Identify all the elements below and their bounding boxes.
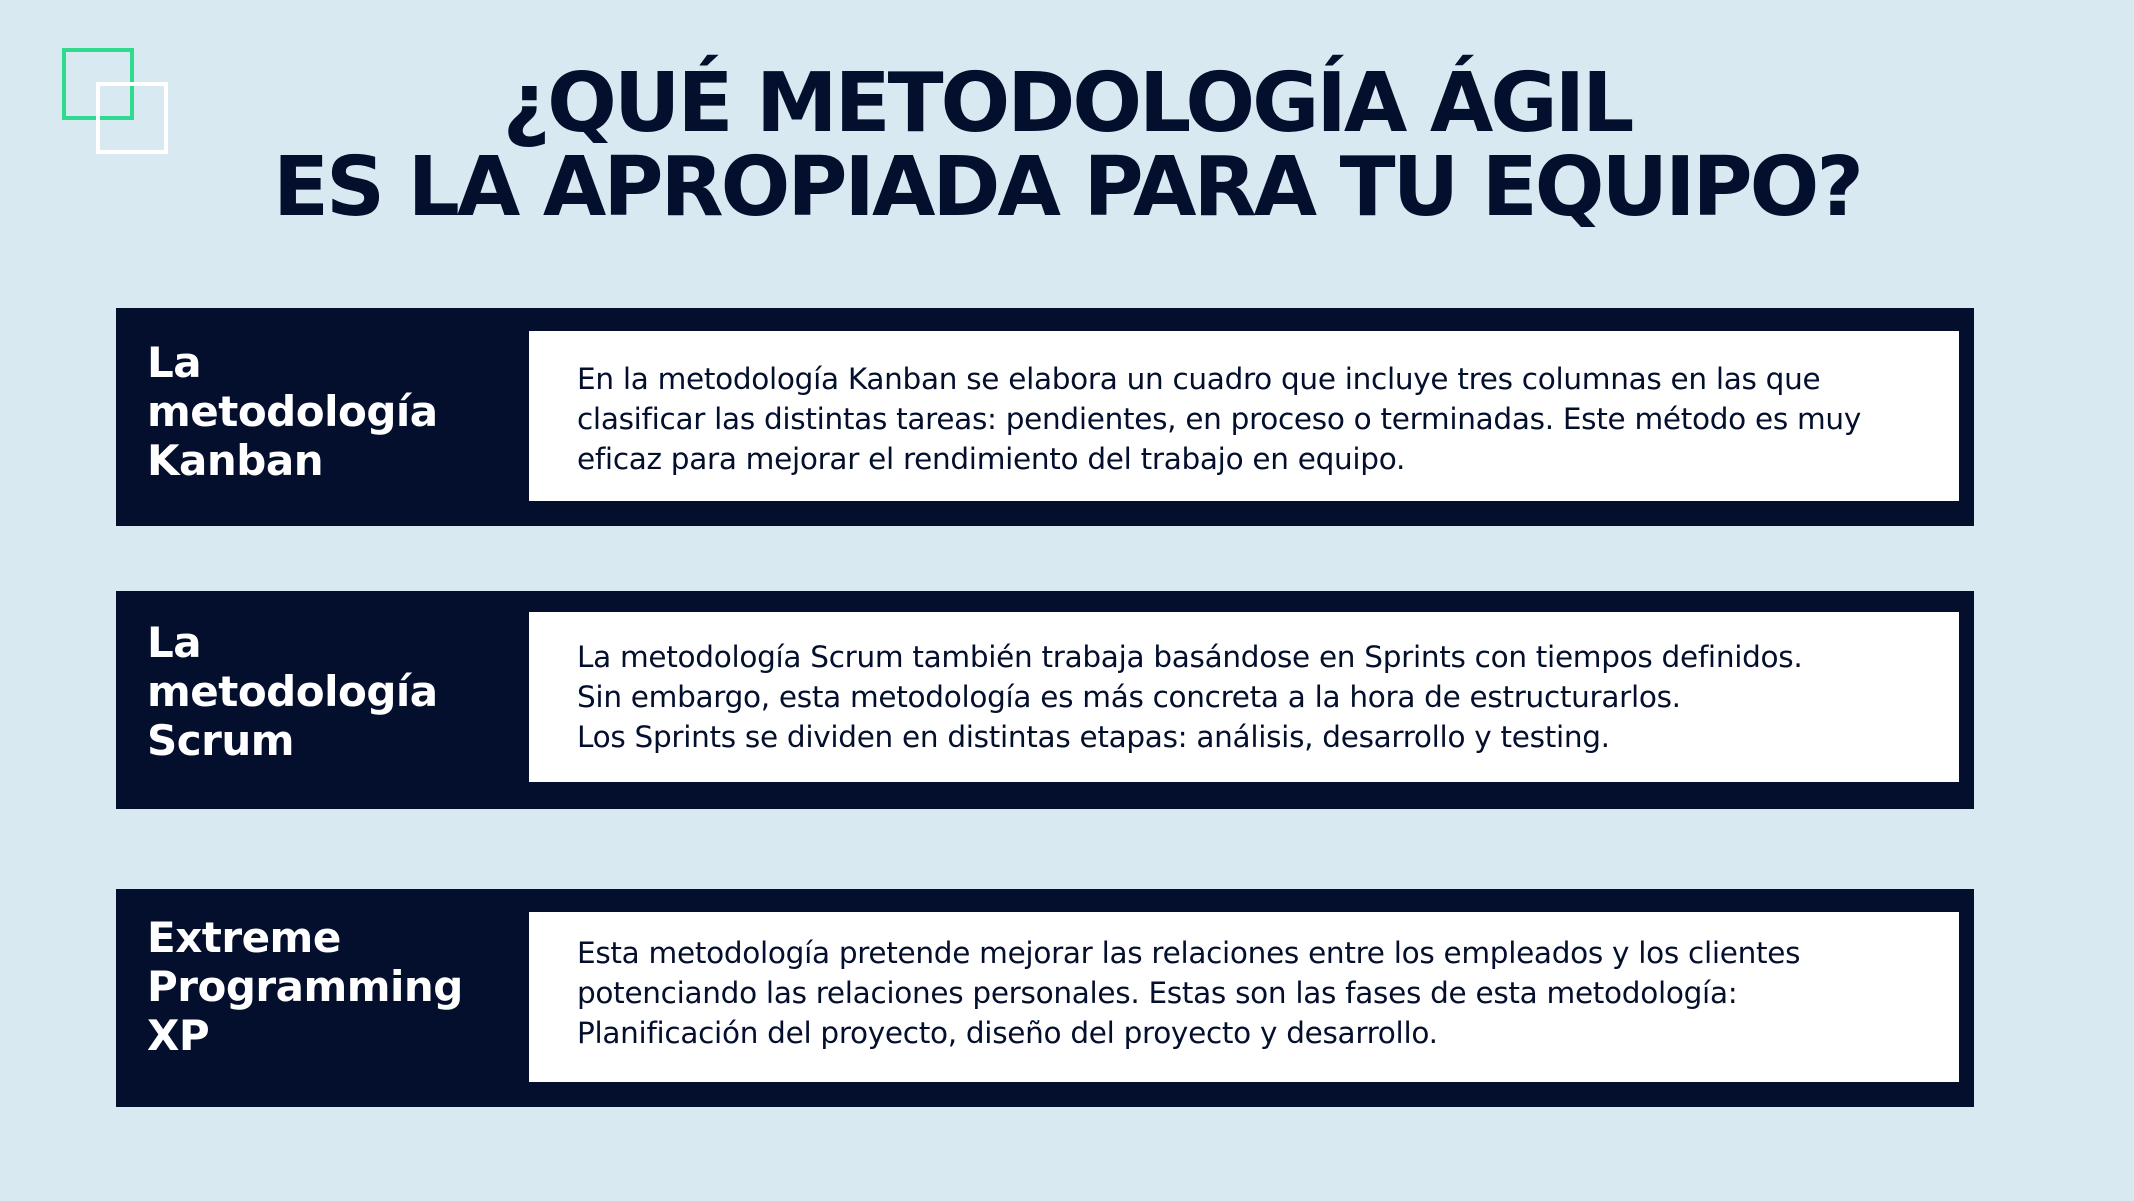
card-scrum-description xyxy=(529,612,1959,782)
card-kanban-description xyxy=(529,331,1959,501)
page-title-line-1: ¿QUÉ METODOLOGÍA ÁGIL xyxy=(502,56,1632,151)
card-xp-text-line-1: Esta metodología pretende mejorar las relaciones entre los empleados y los clientes xyxy=(577,936,1801,970)
card-kanban xyxy=(116,308,1974,526)
card-xp-text-line-3: Planificación del proyecto, diseño del proyecto y desarrollo. xyxy=(577,1016,1438,1050)
card-scrum xyxy=(116,591,1974,809)
card-kanban-label-line-1: La metodología xyxy=(147,338,438,436)
card-kanban-text-line-2: clasificar las distintas tareas: pendientes, en proceso o terminadas. Este método es muy xyxy=(577,402,1861,436)
card-xp-label xyxy=(147,913,497,1060)
card-kanban-text-line-3: eficaz para mejorar el rendimiento del trabajo en equipo. xyxy=(577,442,1406,476)
card-scrum-text-line-3: Los Sprints se dividen en distintas etapas: análisis, desarrollo y testing. xyxy=(577,720,1610,754)
card-scrum-text-line-1: La metodología Scrum también trabaja basándose en Sprints con tiempos definidos. xyxy=(577,640,1803,674)
page-title xyxy=(0,56,2134,235)
card-scrum-label-line-1: La metodología xyxy=(147,618,438,716)
card-extreme-programming xyxy=(116,889,1974,1107)
card-scrum-label xyxy=(147,618,497,765)
page-title-line-2: ES LA APROPIADA PARA TU EQUIPO? xyxy=(273,140,1861,235)
card-kanban-text-line-1: En la metodología Kanban se elabora un cuadro que incluye tres columnas en las que xyxy=(577,362,1821,396)
card-kanban-label xyxy=(147,338,497,485)
card-scrum-text-line-2: Sin embargo, esta metodología es más concreta a la hora de estructurarlos. xyxy=(577,680,1681,714)
card-xp-description xyxy=(529,912,1959,1082)
card-scrum-label-line-2: Scrum xyxy=(147,716,295,765)
card-kanban-label-line-2: Kanban xyxy=(147,436,324,485)
card-xp-label-line-3: XP xyxy=(147,1011,210,1060)
card-xp-label-line-1: Extreme xyxy=(147,913,341,962)
card-xp-text-line-2: potenciando las relaciones personales. Estas son las fases de esta metodología: xyxy=(577,976,1738,1010)
card-xp-label-line-2: Programming xyxy=(147,962,463,1011)
